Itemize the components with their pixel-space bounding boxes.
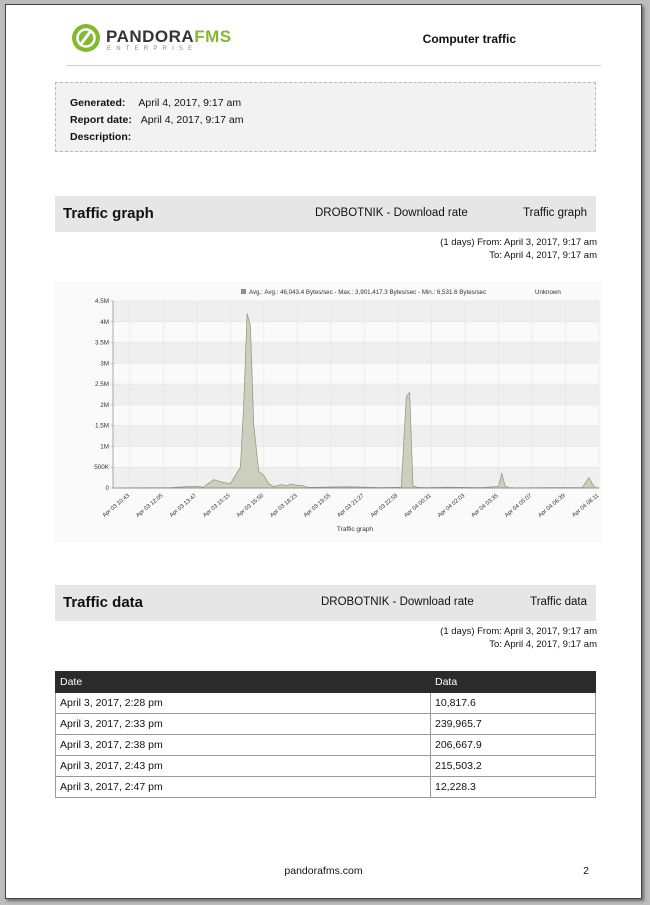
y-tick-label: 4M xyxy=(100,318,109,326)
y-tick-label: 500K xyxy=(94,464,109,472)
description-row xyxy=(70,129,595,146)
cell-data: 12,228.3 xyxy=(431,777,596,798)
logo-accent: FMS xyxy=(194,27,232,46)
cell-date: April 3, 2017, 2:47 pm xyxy=(56,777,431,798)
generated-value: April 4, 2017, 9:17 am xyxy=(138,97,242,109)
y-tick-label: 1.5M xyxy=(95,422,109,430)
legend-unknown: Unknown xyxy=(535,289,561,296)
grid-band xyxy=(113,301,599,322)
report-page xyxy=(5,4,642,899)
logo-main: PANDORA xyxy=(106,27,195,46)
report-header xyxy=(66,19,601,66)
period-from: (1 days) From: April 3, 2017, 9:17 am xyxy=(440,626,597,637)
x-tick-label: Apr 03 21:27 xyxy=(336,492,366,519)
legend-text: Avg.: Avg.: 46,043.4 Bytes/sec - Max.: 3,901,417.3 Bytes/sec - Min.: 6,531.6 Bytes/sec xyxy=(249,289,487,296)
cell-data: 215,503.2 xyxy=(431,756,596,777)
traffic-data-table xyxy=(55,671,596,798)
report-date-value: April 4, 2017, 9:17 am xyxy=(140,114,244,126)
pandora-fms-logo xyxy=(70,22,232,56)
x-tick-label: Apr 03 10:43 xyxy=(101,492,132,519)
x-axis-label: Traffic graph xyxy=(336,526,374,533)
section-type: Traffic graph xyxy=(523,207,587,219)
cell-date: April 3, 2017, 2:28 pm xyxy=(56,693,431,714)
y-tick-label: 3M xyxy=(100,360,109,368)
description-label: Description: xyxy=(70,131,132,143)
grid-band xyxy=(113,467,599,488)
x-tick-label: Apr 04 08:11 xyxy=(571,492,601,519)
table-row xyxy=(56,735,596,756)
report-meta-box xyxy=(55,82,596,152)
column-header-date: Date xyxy=(56,672,431,693)
period-to: To: April 4, 2017, 9:17 am xyxy=(489,639,597,650)
traffic-graph-section-bar xyxy=(55,196,596,232)
period-from: (1 days) From: April 3, 2017, 9:17 am xyxy=(440,237,597,248)
cell-data: 206,667.9 xyxy=(431,735,596,756)
x-tick-label: Apr 04 05:07 xyxy=(503,492,534,519)
x-tick-label: Apr 04 00:31 xyxy=(403,492,433,519)
table-header-row xyxy=(56,672,596,693)
grid-band xyxy=(113,384,599,405)
logo-subtitle: ENTERPRISE xyxy=(107,46,198,52)
x-tick-label: Apr 03 19:55 xyxy=(302,492,333,519)
y-tick-label: 2.5M xyxy=(95,381,109,389)
traffic-chart-svg xyxy=(55,281,601,543)
x-tick-label: Apr 03 16:50 xyxy=(235,492,266,519)
column-header-data: Data xyxy=(431,672,596,693)
table-row xyxy=(56,777,596,798)
x-tick-label: Apr 04 06:39 xyxy=(537,492,567,519)
x-tick-label: Apr 03 15:15 xyxy=(202,492,232,519)
x-tick-label: Apr 04 02:03 xyxy=(436,492,467,519)
graph-period xyxy=(440,236,597,262)
grid-band xyxy=(113,343,599,364)
cell-data: 239,965.7 xyxy=(431,714,596,735)
y-tick-label: 3.5M xyxy=(95,339,109,347)
y-tick-label: 4.5M xyxy=(95,298,109,305)
generated-label: Generated: xyxy=(70,97,126,109)
section-agent: DROBOTNIK - Download rate xyxy=(315,207,468,219)
section-title: Traffic data xyxy=(63,594,144,611)
report-date-row xyxy=(70,112,595,129)
x-tick-label: Apr 03 13:47 xyxy=(168,492,199,519)
table-row xyxy=(56,714,596,735)
report-date-label: Report date: xyxy=(70,114,132,126)
traffic-chart xyxy=(55,281,601,543)
footer-page-number: 2 xyxy=(583,865,589,877)
footer-site: pandorafms.com xyxy=(284,865,363,877)
period-to: To: April 4, 2017, 9:17 am xyxy=(489,250,597,261)
legend-swatch xyxy=(241,289,246,294)
report-title: Computer traffic xyxy=(422,32,516,46)
y-tick-label: 0 xyxy=(105,485,109,492)
y-tick-label: 2M xyxy=(100,401,109,409)
cell-data: 10,817.6 xyxy=(431,693,596,714)
traffic-data-section-bar xyxy=(55,585,596,621)
pandora-logo-icon xyxy=(70,22,102,54)
grid-band xyxy=(113,426,599,447)
x-tick-label: Apr 03 12:05 xyxy=(135,492,165,519)
section-agent: DROBOTNIK - Download rate xyxy=(321,596,474,608)
cell-date: April 3, 2017, 2:33 pm xyxy=(56,714,431,735)
table-row xyxy=(56,693,596,714)
y-tick-label: 1M xyxy=(100,443,109,451)
cell-date: April 3, 2017, 2:43 pm xyxy=(56,756,431,777)
x-tick-label: Apr 03 18:23 xyxy=(269,492,299,519)
x-tick-label: Apr 04 03:35 xyxy=(470,492,500,519)
section-title: Traffic graph xyxy=(63,205,154,222)
table-row xyxy=(56,756,596,777)
generated-row xyxy=(70,95,595,112)
cell-date: April 3, 2017, 2:38 pm xyxy=(56,735,431,756)
data-period xyxy=(440,625,597,651)
x-tick-label: Apr 03 22:59 xyxy=(369,492,400,519)
logo-wordmark xyxy=(106,27,232,47)
section-type: Traffic data xyxy=(530,596,587,608)
